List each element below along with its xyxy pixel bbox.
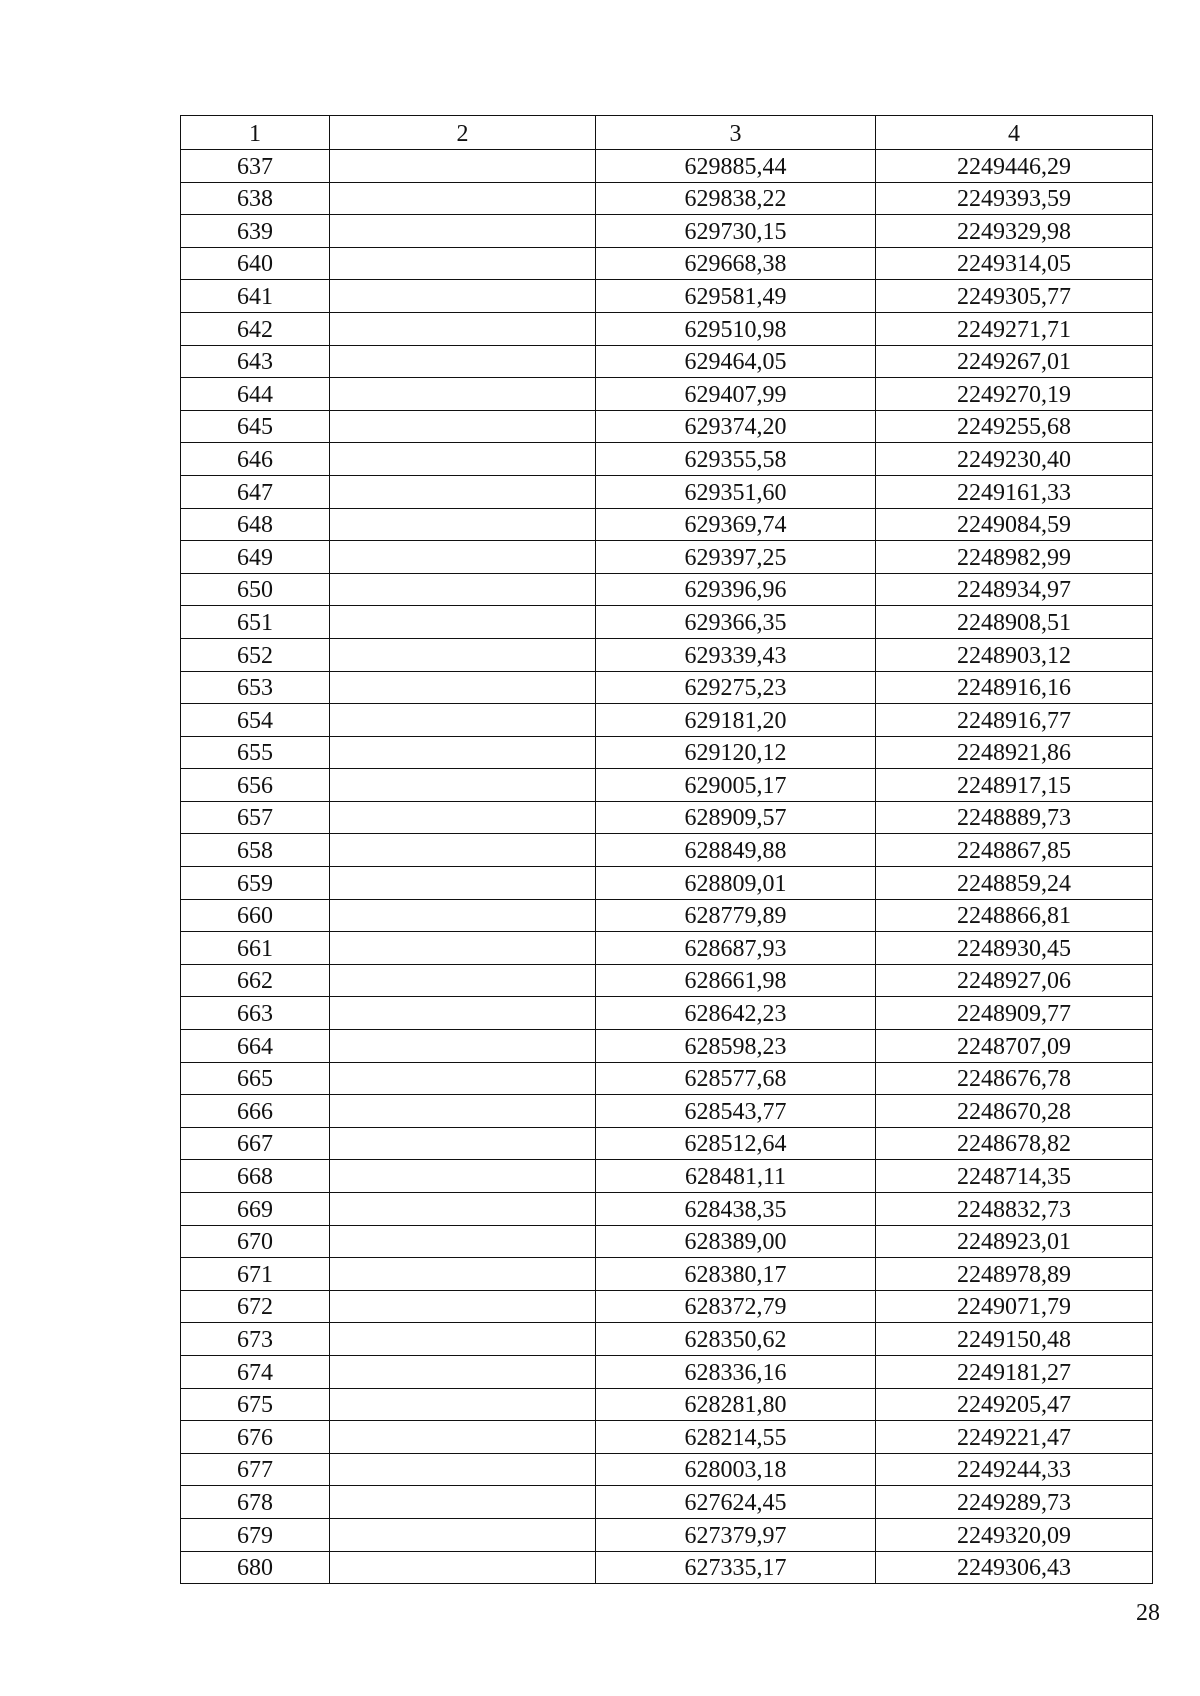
point-number-cell: 650 — [181, 573, 330, 606]
x-coordinate-cell: 628642,23 — [596, 997, 876, 1030]
point-number-cell: 680 — [181, 1551, 330, 1584]
y-coordinate-cell: 2249305,77 — [876, 280, 1153, 313]
x-coordinate-cell: 628481,11 — [596, 1160, 876, 1193]
point-number-cell: 678 — [181, 1486, 330, 1519]
point-number-cell: 655 — [181, 736, 330, 769]
point-number-cell: 658 — [181, 834, 330, 867]
description-cell — [330, 1290, 596, 1323]
table-row — [181, 541, 1153, 574]
table-row — [181, 280, 1153, 313]
x-coordinate-cell: 629464,05 — [596, 345, 876, 378]
table-row — [181, 1160, 1153, 1193]
x-coordinate-cell: 629120,12 — [596, 736, 876, 769]
y-coordinate-cell: 2248921,86 — [876, 736, 1153, 769]
y-coordinate-cell: 2249230,40 — [876, 443, 1153, 476]
y-coordinate-cell: 2249255,68 — [876, 410, 1153, 443]
y-coordinate-cell: 2248670,28 — [876, 1095, 1153, 1128]
description-cell — [330, 1323, 596, 1356]
table-row — [181, 443, 1153, 476]
y-coordinate-cell: 2248714,35 — [876, 1160, 1153, 1193]
y-coordinate-cell: 2248917,15 — [876, 769, 1153, 802]
point-number-cell: 674 — [181, 1355, 330, 1388]
table-row — [181, 1290, 1153, 1323]
description-cell — [330, 964, 596, 997]
x-coordinate-cell: 629396,96 — [596, 573, 876, 606]
y-coordinate-cell: 2249150,48 — [876, 1323, 1153, 1356]
x-coordinate-cell: 627624,45 — [596, 1486, 876, 1519]
x-coordinate-cell: 628849,88 — [596, 834, 876, 867]
table-row — [181, 1355, 1153, 1388]
description-cell — [330, 1030, 596, 1063]
point-number-cell: 649 — [181, 541, 330, 574]
x-coordinate-cell: 629510,98 — [596, 312, 876, 345]
table-body — [181, 150, 1153, 1584]
description-cell — [330, 638, 596, 671]
description-cell — [330, 769, 596, 802]
point-number-cell: 651 — [181, 606, 330, 639]
table-row — [181, 1551, 1153, 1584]
x-coordinate-cell: 629369,74 — [596, 508, 876, 541]
y-coordinate-cell: 2249244,33 — [876, 1453, 1153, 1486]
point-number-cell: 676 — [181, 1421, 330, 1454]
x-coordinate-cell: 629366,35 — [596, 606, 876, 639]
table-row — [181, 932, 1153, 965]
x-coordinate-cell: 628598,23 — [596, 1030, 876, 1063]
point-number-cell: 666 — [181, 1095, 330, 1128]
description-cell — [330, 1062, 596, 1095]
description-cell — [330, 1160, 596, 1193]
y-coordinate-cell: 2248908,51 — [876, 606, 1153, 639]
table-row — [181, 704, 1153, 737]
point-number-cell: 661 — [181, 932, 330, 965]
table-row — [181, 215, 1153, 248]
y-coordinate-cell: 2248889,73 — [876, 801, 1153, 834]
table-row — [181, 1062, 1153, 1095]
point-number-cell: 671 — [181, 1258, 330, 1291]
y-coordinate-cell: 2248867,85 — [876, 834, 1153, 867]
y-coordinate-cell: 2249320,09 — [876, 1518, 1153, 1551]
x-coordinate-cell: 628909,57 — [596, 801, 876, 834]
description-cell — [330, 215, 596, 248]
y-coordinate-cell: 2248866,81 — [876, 899, 1153, 932]
description-cell — [330, 606, 596, 639]
point-number-cell: 679 — [181, 1518, 330, 1551]
point-number-cell: 662 — [181, 964, 330, 997]
table-row — [181, 1225, 1153, 1258]
x-coordinate-cell: 628577,68 — [596, 1062, 876, 1095]
x-coordinate-cell: 628336,16 — [596, 1355, 876, 1388]
table-row — [181, 899, 1153, 932]
description-cell — [330, 1095, 596, 1128]
x-coordinate-cell: 629275,23 — [596, 671, 876, 704]
x-coordinate-cell: 627335,17 — [596, 1551, 876, 1584]
x-coordinate-cell: 629351,60 — [596, 475, 876, 508]
coordinates-table — [180, 115, 1153, 1584]
description-cell — [330, 1355, 596, 1388]
x-coordinate-cell: 627379,97 — [596, 1518, 876, 1551]
point-number-cell: 669 — [181, 1193, 330, 1226]
description-cell — [330, 1518, 596, 1551]
y-coordinate-cell: 2249393,59 — [876, 182, 1153, 215]
x-coordinate-cell: 629339,43 — [596, 638, 876, 671]
description-cell — [330, 345, 596, 378]
point-number-cell: 637 — [181, 150, 330, 183]
y-coordinate-cell: 2248927,06 — [876, 964, 1153, 997]
table-row — [181, 769, 1153, 802]
x-coordinate-cell: 628779,89 — [596, 899, 876, 932]
description-cell — [330, 312, 596, 345]
x-coordinate-cell: 629730,15 — [596, 215, 876, 248]
table-row — [181, 1030, 1153, 1063]
table-row — [181, 834, 1153, 867]
description-cell — [330, 932, 596, 965]
description-cell — [330, 1388, 596, 1421]
point-number-cell: 639 — [181, 215, 330, 248]
y-coordinate-cell: 2248923,01 — [876, 1225, 1153, 1258]
table-row — [181, 606, 1153, 639]
description-cell — [330, 1551, 596, 1584]
table-row — [181, 182, 1153, 215]
point-number-cell: 647 — [181, 475, 330, 508]
description-cell — [330, 573, 596, 606]
description-cell — [330, 834, 596, 867]
table-row — [181, 1193, 1153, 1226]
description-cell — [330, 410, 596, 443]
point-number-cell: 641 — [181, 280, 330, 313]
description-cell — [330, 704, 596, 737]
y-coordinate-cell: 2249084,59 — [876, 508, 1153, 541]
point-number-cell: 648 — [181, 508, 330, 541]
y-coordinate-cell: 2249329,98 — [876, 215, 1153, 248]
y-coordinate-cell: 2248832,73 — [876, 1193, 1153, 1226]
point-number-cell: 672 — [181, 1290, 330, 1323]
x-coordinate-cell: 628380,17 — [596, 1258, 876, 1291]
description-cell — [330, 1486, 596, 1519]
description-cell — [330, 671, 596, 704]
y-coordinate-cell: 2249181,27 — [876, 1355, 1153, 1388]
description-cell — [330, 280, 596, 313]
description-cell — [330, 1193, 596, 1226]
table-row — [181, 1127, 1153, 1160]
x-coordinate-cell: 629838,22 — [596, 182, 876, 215]
description-cell — [330, 475, 596, 508]
point-number-cell: 659 — [181, 867, 330, 900]
table-header-row — [181, 116, 1153, 150]
description-cell — [330, 247, 596, 280]
point-number-cell: 643 — [181, 345, 330, 378]
description-cell — [330, 801, 596, 834]
column-header-1: 1 — [181, 116, 330, 150]
description-cell — [330, 378, 596, 411]
point-number-cell: 640 — [181, 247, 330, 280]
description-cell — [330, 867, 596, 900]
x-coordinate-cell: 629581,49 — [596, 280, 876, 313]
table-row — [181, 736, 1153, 769]
y-coordinate-cell: 2249221,47 — [876, 1421, 1153, 1454]
x-coordinate-cell: 628687,93 — [596, 932, 876, 965]
point-number-cell: 673 — [181, 1323, 330, 1356]
table-row — [181, 345, 1153, 378]
table-row — [181, 1258, 1153, 1291]
table-row — [181, 1518, 1153, 1551]
point-number-cell: 677 — [181, 1453, 330, 1486]
table-row — [181, 1486, 1153, 1519]
x-coordinate-cell: 629668,38 — [596, 247, 876, 280]
table-row — [181, 508, 1153, 541]
table-row — [181, 1388, 1153, 1421]
point-number-cell: 656 — [181, 769, 330, 802]
description-cell — [330, 541, 596, 574]
x-coordinate-cell: 628543,77 — [596, 1095, 876, 1128]
y-coordinate-cell: 2249267,01 — [876, 345, 1153, 378]
x-coordinate-cell: 628809,01 — [596, 867, 876, 900]
x-coordinate-cell: 629397,25 — [596, 541, 876, 574]
description-cell — [330, 1258, 596, 1291]
x-coordinate-cell: 628438,35 — [596, 1193, 876, 1226]
y-coordinate-cell: 2248676,78 — [876, 1062, 1153, 1095]
table-row — [181, 150, 1153, 183]
description-cell — [330, 736, 596, 769]
point-number-cell: 670 — [181, 1225, 330, 1258]
table-row — [181, 410, 1153, 443]
description-cell — [330, 997, 596, 1030]
table-row — [181, 378, 1153, 411]
x-coordinate-cell: 628661,98 — [596, 964, 876, 997]
y-coordinate-cell: 2249446,29 — [876, 150, 1153, 183]
x-coordinate-cell: 628281,80 — [596, 1388, 876, 1421]
y-coordinate-cell: 2249205,47 — [876, 1388, 1153, 1421]
description-cell — [330, 1225, 596, 1258]
description-cell — [330, 182, 596, 215]
description-cell — [330, 508, 596, 541]
y-coordinate-cell: 2249306,43 — [876, 1551, 1153, 1584]
point-number-cell: 642 — [181, 312, 330, 345]
description-cell — [330, 1453, 596, 1486]
point-number-cell: 668 — [181, 1160, 330, 1193]
point-number-cell: 638 — [181, 182, 330, 215]
point-number-cell: 654 — [181, 704, 330, 737]
y-coordinate-cell: 2248678,82 — [876, 1127, 1153, 1160]
y-coordinate-cell: 2248916,16 — [876, 671, 1153, 704]
y-coordinate-cell: 2248982,99 — [876, 541, 1153, 574]
point-number-cell: 653 — [181, 671, 330, 704]
point-number-cell: 667 — [181, 1127, 330, 1160]
x-coordinate-cell: 629407,99 — [596, 378, 876, 411]
y-coordinate-cell: 2248859,24 — [876, 867, 1153, 900]
point-number-cell: 657 — [181, 801, 330, 834]
y-coordinate-cell: 2248903,12 — [876, 638, 1153, 671]
table-row — [181, 1421, 1153, 1454]
y-coordinate-cell: 2248916,77 — [876, 704, 1153, 737]
table-row — [181, 247, 1153, 280]
point-number-cell: 652 — [181, 638, 330, 671]
table-row — [181, 671, 1153, 704]
y-coordinate-cell: 2248930,45 — [876, 932, 1153, 965]
description-cell — [330, 1421, 596, 1454]
table-row — [181, 638, 1153, 671]
x-coordinate-cell: 629374,20 — [596, 410, 876, 443]
x-coordinate-cell: 629355,58 — [596, 443, 876, 476]
description-cell — [330, 150, 596, 183]
y-coordinate-cell: 2249289,73 — [876, 1486, 1153, 1519]
point-number-cell: 646 — [181, 443, 330, 476]
x-coordinate-cell: 628512,64 — [596, 1127, 876, 1160]
point-number-cell: 645 — [181, 410, 330, 443]
y-coordinate-cell: 2248978,89 — [876, 1258, 1153, 1291]
y-coordinate-cell: 2249270,19 — [876, 378, 1153, 411]
description-cell — [330, 899, 596, 932]
description-cell — [330, 443, 596, 476]
point-number-cell: 644 — [181, 378, 330, 411]
x-coordinate-cell: 628003,18 — [596, 1453, 876, 1486]
point-number-cell: 665 — [181, 1062, 330, 1095]
x-coordinate-cell: 628350,62 — [596, 1323, 876, 1356]
x-coordinate-cell: 629181,20 — [596, 704, 876, 737]
y-coordinate-cell: 2249161,33 — [876, 475, 1153, 508]
y-coordinate-cell: 2248909,77 — [876, 997, 1153, 1030]
point-number-cell: 660 — [181, 899, 330, 932]
table-row — [181, 1453, 1153, 1486]
table-row — [181, 312, 1153, 345]
table-row — [181, 964, 1153, 997]
x-coordinate-cell: 629885,44 — [596, 150, 876, 183]
x-coordinate-cell: 628372,79 — [596, 1290, 876, 1323]
y-coordinate-cell: 2249071,79 — [876, 1290, 1153, 1323]
table-row — [181, 997, 1153, 1030]
column-header-3: 3 — [596, 116, 876, 150]
table-row — [181, 1095, 1153, 1128]
x-coordinate-cell: 628389,00 — [596, 1225, 876, 1258]
y-coordinate-cell: 2249314,05 — [876, 247, 1153, 280]
point-number-cell: 675 — [181, 1388, 330, 1421]
column-header-2: 2 — [330, 116, 596, 150]
column-header-4: 4 — [876, 116, 1153, 150]
point-number-cell: 664 — [181, 1030, 330, 1063]
page-number: 28 — [1136, 1600, 1160, 1626]
table-row — [181, 867, 1153, 900]
table-row — [181, 1323, 1153, 1356]
table-row — [181, 573, 1153, 606]
y-coordinate-cell: 2248934,97 — [876, 573, 1153, 606]
y-coordinate-cell: 2249271,71 — [876, 312, 1153, 345]
y-coordinate-cell: 2248707,09 — [876, 1030, 1153, 1063]
description-cell — [330, 1127, 596, 1160]
x-coordinate-cell: 628214,55 — [596, 1421, 876, 1454]
table-row — [181, 475, 1153, 508]
point-number-cell: 663 — [181, 997, 330, 1030]
table-row — [181, 801, 1153, 834]
x-coordinate-cell: 629005,17 — [596, 769, 876, 802]
